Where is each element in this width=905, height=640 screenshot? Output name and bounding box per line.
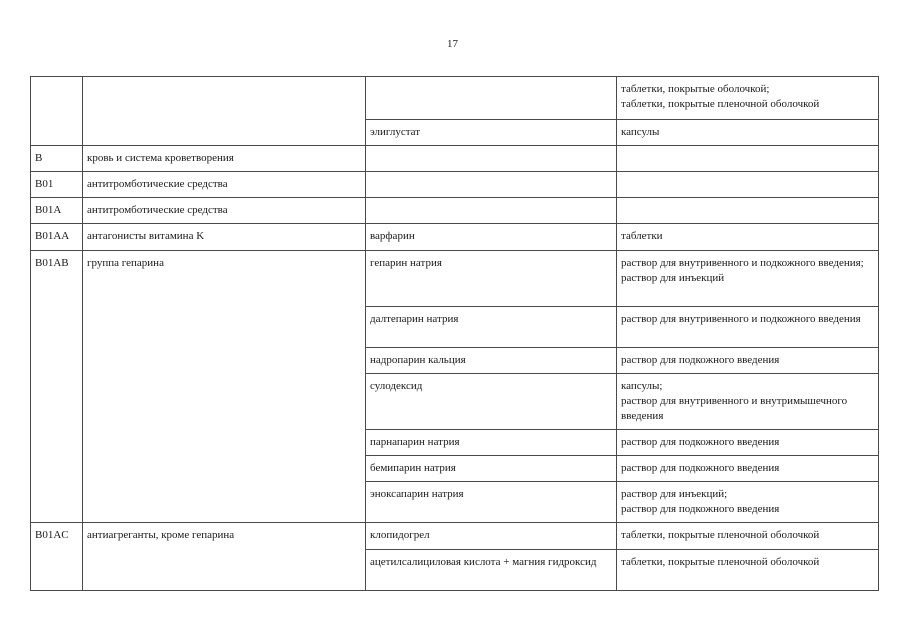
group-cell: группа гепарина — [83, 251, 366, 523]
drug-cell: надропарин кальция — [366, 348, 617, 374]
form-cell: раствор для подкожного введения — [617, 456, 879, 482]
drug-cell: бемипарин натрия — [366, 456, 617, 482]
drug-cell — [366, 146, 617, 172]
table-row — [31, 523, 879, 550]
form-cell: раствор для подкожного введения — [617, 348, 879, 374]
table-row — [31, 224, 879, 251]
table-row — [31, 198, 879, 224]
drug-cell: варфарин — [366, 224, 617, 251]
drug-cell: ацетилсалициловая кислота + магния гидроксид — [366, 550, 617, 591]
form-cell: капсулы — [617, 120, 879, 146]
drug-cell: элиглустат — [366, 120, 617, 146]
form-cell — [617, 172, 879, 198]
form-cell — [617, 146, 879, 172]
table-row — [31, 77, 879, 120]
group-cell: кровь и система кроветворения — [83, 146, 366, 172]
drug-cell — [366, 172, 617, 198]
group-cell: антиагреганты, кроме гепарина — [83, 523, 366, 591]
drug-classification-table — [30, 76, 879, 591]
drug-cell — [366, 198, 617, 224]
group-cell: антагонисты витамина K — [83, 224, 366, 251]
form-cell: таблетки, покрытые пленочной оболочкой — [617, 523, 879, 550]
drug-cell: клопидогрел — [366, 523, 617, 550]
group-cell: антитромботические средства — [83, 172, 366, 198]
form-cell: таблетки, покрытые оболочкой; таблетки, покрытые пленочной оболочкой — [617, 77, 879, 120]
group-cell: антитромботические средства — [83, 198, 366, 224]
atc-code-cell: B01AC — [31, 523, 83, 591]
table-row — [31, 251, 879, 307]
table-row — [31, 172, 879, 198]
atc-code-cell: B — [31, 146, 83, 172]
atc-code-cell: B01AA — [31, 224, 83, 251]
form-cell: раствор для внутривенного и подкожного введения; раствор для инъекций — [617, 251, 879, 307]
form-cell: раствор для внутривенного и подкожного введения — [617, 307, 879, 348]
drug-cell: парнапарин натрия — [366, 430, 617, 456]
drug-cell: эноксапарин натрия — [366, 482, 617, 523]
drug-cell: сулодексид — [366, 374, 617, 430]
atc-code-cell: B01 — [31, 172, 83, 198]
drug-cell — [366, 77, 617, 120]
drug-cell: гепарин натрия — [366, 251, 617, 307]
drug-cell: далтепарин натрия — [366, 307, 617, 348]
table-row — [31, 146, 879, 172]
group-cell — [83, 77, 366, 146]
form-cell: раствор для подкожного введения — [617, 430, 879, 456]
form-cell: таблетки, покрытые пленочной оболочкой — [617, 550, 879, 591]
atc-code-cell: B01A — [31, 198, 83, 224]
form-cell — [617, 198, 879, 224]
form-cell: таблетки — [617, 224, 879, 251]
form-cell: раствор для инъекций; раствор для подкожного введения — [617, 482, 879, 523]
page-number: 17 — [447, 38, 458, 50]
atc-code-cell: B01AB — [31, 251, 83, 523]
atc-code-cell — [31, 77, 83, 146]
form-cell: капсулы; раствор для внутривенного и внутримышечного введения — [617, 374, 879, 430]
